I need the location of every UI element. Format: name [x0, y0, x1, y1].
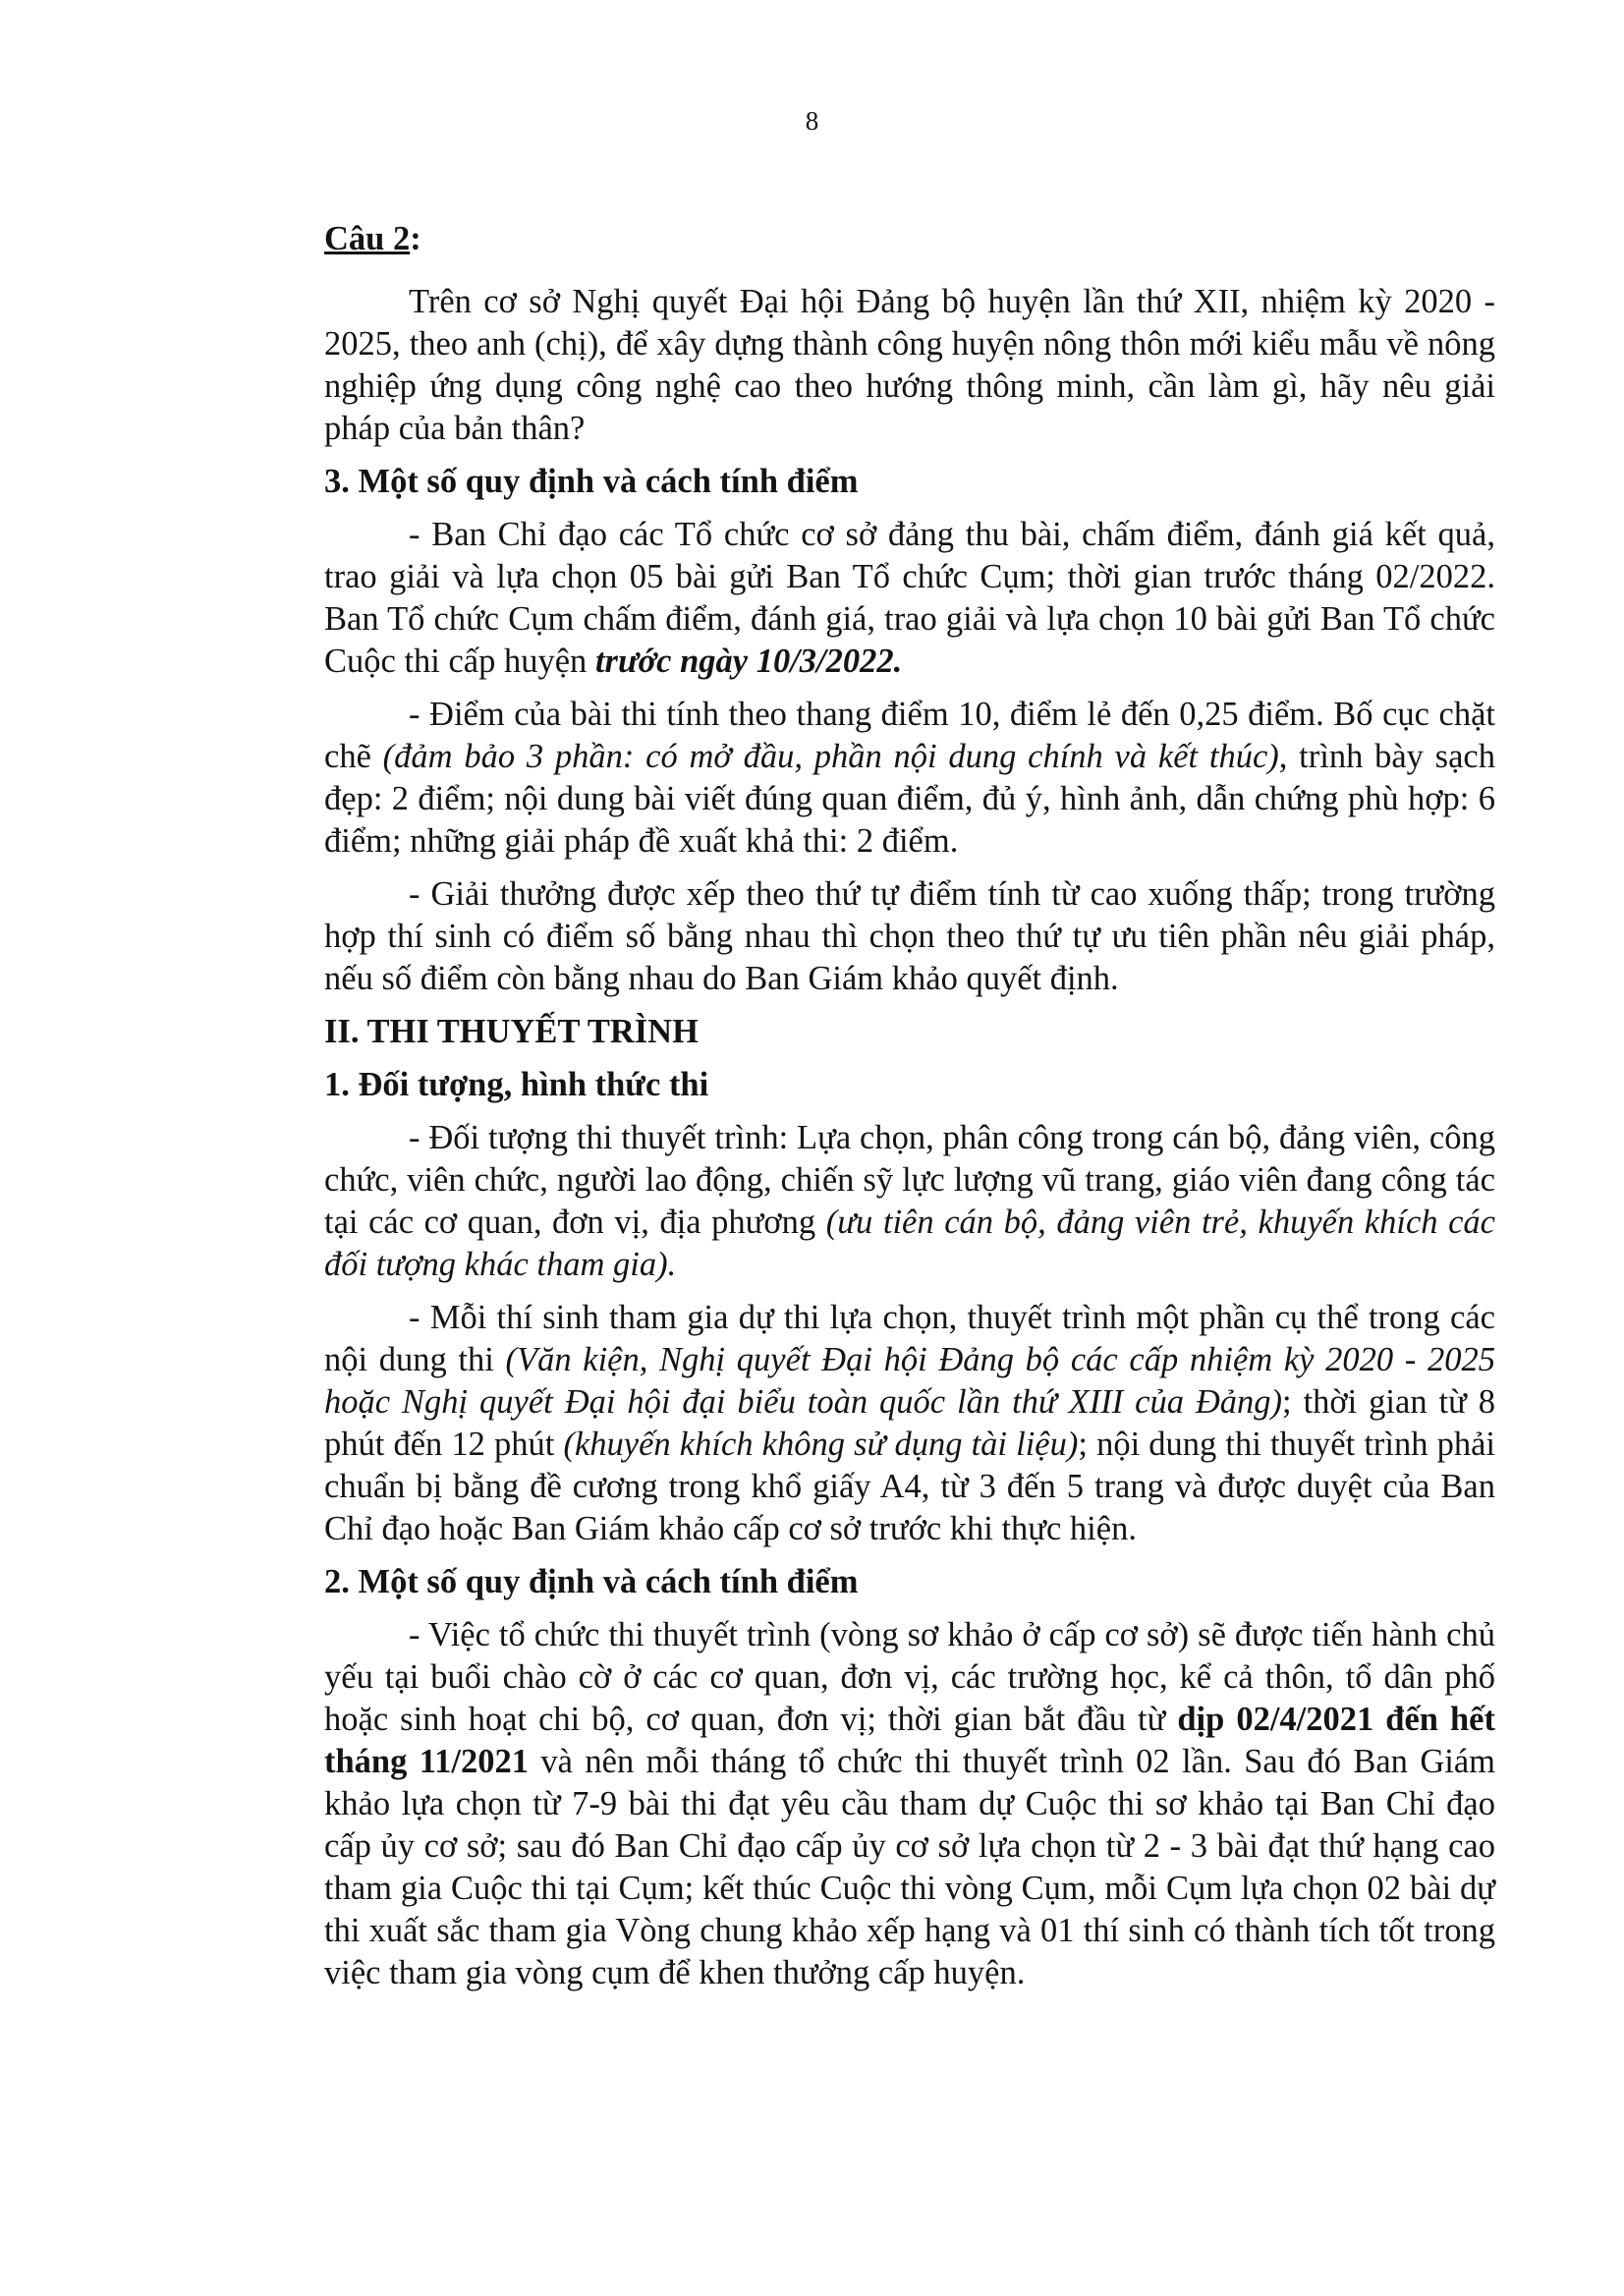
s1p2-a: - Mỗi thí sinh tham gia dự thi lựa chọn, thuyết trình một phần cụ thể trong các nội dung thi: [324, 1299, 1495, 1378]
part2-sub2-paragraph-1: [324, 1614, 1495, 1994]
section3-heading: 3. Một số quy định và cách tính điểm: [324, 463, 859, 500]
question-label-colon: :: [410, 220, 421, 257]
s2p1-a: - Việc tổ chức thi thuyết trình (vòng sơ khảo ở cấp cơ sở) sẽ được tiến hành chủ yếu tại buổi chào cờ ở các cơ quan, đơn vị, các trường học, kể cả thôn, tổ dân phố hoặc sinh hoạt chi bộ, cơ quan, đơn vị; thời gian bắt đầu từ: [324, 1616, 1495, 1738]
s1p2-italic-1: (Văn kiện, Nghị quyết Đại hội Đảng bộ các cấp nhiệm kỳ 2020 - 2025 hoặc Nghị quyết Đại hội đại biểu toàn quốc lần thứ XIII của Đảng): [324, 1341, 1495, 1421]
s1p2-c: ; nội dung thi thuyết trình phải chuẩn bị bằng đề cương trong khổ giấy A4, từ 3 đến 5 trang và được duyệt của Ban Chỉ đạo hoặc Ban Giám khảo cấp cơ sở trước khi thực hiện.: [324, 1426, 1496, 1547]
s1p1-a: - Đối tượng thi thuyết trình: Lựa chọn, phân công trong cán bộ, đảng viên, công chức, viên chức, người lao động, chiến sỹ lực lượng vũ trang, giáo viên đang công tác tại các cơ quan, đơn vị, địa phương: [324, 1119, 1495, 1241]
question-label-line: [324, 218, 1495, 270]
part2-sub1-paragraph-2: [324, 1297, 1495, 1550]
section3-p2-b: , trình bày sạch đẹp: 2 điểm; nội dung bài viết đúng quan điểm, đủ ý, hình ảnh, dẫn chứng phù hợp: 6 điểm; những giải pháp đề xuất khả thi: 2 điểm.: [324, 738, 1495, 860]
s1p2-italic-2: (khuyến khích không sử dụng tài liệu): [563, 1426, 1079, 1463]
question-label: Câu 2: [324, 220, 411, 257]
part2-sub1-heading: 1. Đối tượng, hình thức thi: [324, 1066, 709, 1103]
s2p1-bold: dịp 02/4/2021 đến hết tháng 11/2021: [324, 1701, 1495, 1780]
s1p2-b: ; thời gian từ 8 phút đến 12 phút: [324, 1383, 1495, 1463]
section3-p1-deadline: trước ngày 10/3/2022.: [594, 643, 903, 680]
section3-p2-a: - Điểm của bài thi tính theo thang điểm 10, điểm lẻ đến 0,25 điểm. Bố cục chặt chẽ: [324, 696, 1495, 775]
section3-paragraph-1: [324, 514, 1495, 683]
section3-paragraph-2: [324, 694, 1495, 863]
document-body: [324, 218, 1495, 2005]
part2-sub2-heading: 2. Một số quy định và cách tính điểm: [324, 1563, 859, 1600]
page-number: 8: [805, 106, 819, 136]
part2-heading: II. THI THUYẾT TRÌNH: [324, 1013, 699, 1050]
section3-p2-italic: (đảm bảo 3 phần: có mở đầu, phần nội dung chính và kết thúc): [382, 738, 1279, 775]
s1p1-italic: (ưu tiên cán bộ, đảng viên trẻ, khuyến khích các đối tượng khác tham gia).: [324, 1204, 1495, 1283]
part2-sub1-paragraph-1: [324, 1117, 1495, 1286]
question-text: Trên cơ sở Nghị quyết Đại hội Đảng bộ huyện lần thứ XII, nhiệm kỳ 2020 - 2025, theo anh (chị), để xây dựng thành công huyện nông thôn mới kiểu mẫu về nông nghiệp ứng dụng công nghệ cao theo hướng thông minh, cần làm gì, hãy nêu giải pháp của bản thân?: [324, 283, 1495, 447]
section3-p1-text: - Ban Chỉ đạo các Tổ chức cơ sở đảng thu bài, chấm điểm, đánh giá kết quả, trao giải và lựa chọn 05 bài gửi Ban Tổ chức Cụm; thời gian trước tháng 02/2022. Ban Tổ chức Cụm chấm điểm, đánh giá, trao giải và lựa chọn 10 bài gửi Ban Tổ chức Cuộc thi cấp huyện: [324, 516, 1495, 680]
section3-paragraph-3: - Giải thưởng được xếp theo thứ tự điểm tính từ cao xuống thấp; trong trường hợp thí sinh có điểm số bằng nhau thì chọn theo thứ tự ưu tiên phần nêu giải pháp, nếu số điểm còn bằng nhau do Ban Giám khảo quyết định.: [324, 875, 1495, 997]
s2p1-b: và nên mỗi tháng tổ chức thi thuyết trình 02 lần. Sau đó Ban Giám khảo lựa chọn từ 7-9 bài thi đạt yêu cầu tham dự Cuộc thi sơ khảo tại Ban Chỉ đạo cấp ủy cơ sở; sau đó Ban Chỉ đạo cấp ủy cơ sở lựa chọn từ 2 - 3 bài đạt thứ hạng cao tham gia Cuộc thi tại Cụm; kết thúc Cuộc thi vòng Cụm, mỗi Cụm lựa chọn 02 bài dự thi xuất sắc tham gia Vòng chung khảo xếp hạng và 01 thí sinh có thành tích tốt trong việc tham gia vòng cụm để khen thưởng cấp huyện.: [324, 1743, 1495, 1991]
